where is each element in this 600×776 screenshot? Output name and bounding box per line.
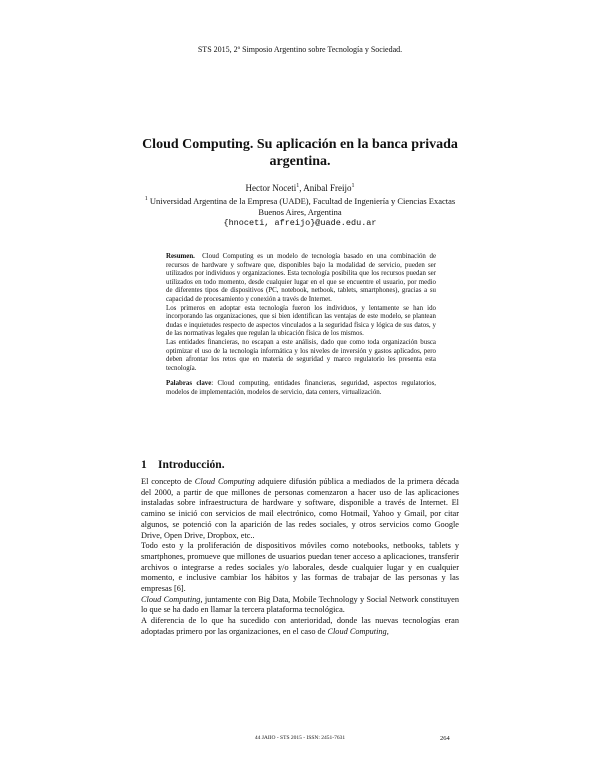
section-title: Introducción. [158,459,225,471]
abstract [166,253,436,398]
running-header: STS 2015, 2º Simposio Argentino sobre Tecnología y Sociedad. [197,45,403,54]
abstract-paragraph: Las entidades financieras, no escapan a este análisis, dado que como toda organización busca optimizar el uso de la tecnología informática y los niveles de inversión y gastos aplicados, pero deben afrontar los retos que en materia de seguridad y marco regulatorio les presenta esta tecnología. [166,338,436,372]
author-list: Hector Noceti$^1$, Anibal Freijo$^1$ [245,183,355,193]
body-paragraph: El concepto de Cloud Computing adquiere difusión pública a mediados de la primera década del 2000, a partir de que millones de personas comenzaron a hacer uso de las aplicaciones instaladas sobre infraestructura de hardware y software, disponible a través de Internet. El camino se inició con servicios de mail electrónico, como Hotmail, Yahoo y Gmail, por citar algunos, se potenció con la aparición de las redes sociales, y otros servicios como Google Drive, Open Drive, Dropbox, etc.. [141,477,459,540]
paper-title: Cloud Computing. Su aplicación en la banca privada argentina. [142,137,458,169]
author-email: {hnoceti, afreijo}@uade.edu.ar [223,218,377,228]
body-paragraph: Cloud Computing, juntamente con Big Data, Mobile Technology y Social Network constituyen lo que se ha dado en llamar la tercera plataforma tecnológica. [141,594,459,615]
author-affil-mark: 1 [351,183,355,189]
body-paragraph: A diferencia de lo que ha sucedido con anterioridad, donde las nuevas tecnologías eran adoptadas primero por las organizaciones, en el caso de Cloud Computing, [141,616,459,636]
author-affil-mark: 1 [296,183,300,189]
emphasis-term: Cloud Computing [327,626,387,636]
body-text [141,477,459,638]
abstract-label: Resumen. [166,253,195,260]
keywords-text: : Cloud computing, entidades financieras, seguridad, aspectos regulatorios, modelos de implementación, modelos de servicio, data centers, virtualización. [166,380,436,396]
affiliation [120,196,480,229]
author-name: Anibal Freijo [303,183,352,193]
keywords-label: Palabras clave [166,380,212,388]
emphasis-term: Cloud Computing [141,594,201,604]
body-paragraph: Todo esto y la proliferación de dispositivos móviles como notebooks, netbooks, tablets y smartphones, promueve que millones de usuarios puedan tener acceso a aplicaciones, transferir archivos o integrarse a redes sociales y/o laborales, desde cualquier lugar y en cualquier momento, e inclusive cambiar los hábitos y las formas de trabajar de las personas y las empresas [6]. [141,541,459,594]
footer-text: 44 JAIIO - STS 2015 - ISSN: 2451-7631 [254,735,346,741]
affiliation-institution: Universidad Argentina de la Empresa (UADE), Facultad de Ingeniería y Ciencias Exactas [149,196,456,206]
affiliation-mark: 1 [144,196,148,203]
page-number: 264 [440,735,450,742]
abstract-paragraph: Los primeros en adoptar esta tecnología fueron los individuos, y lentamente se han ido incorporando las organizaciones, que si bien identifican las ventajas de este modelo, se plantean dudas e inquietudes respecto de aspectos vinculados a la seguridad física y lógica de sus datos, y de las normativas legales que regulan la ubicación física de los mismos. [166,304,436,338]
emphasis-term: Cloud Computing [194,477,255,486]
section-number: 1 [141,459,147,471]
section-heading [141,459,225,471]
abstract-paragraph: Cloud Computing es un modelo de tecnología basado en una combinación de recursos de hardware y software que, disponibles bajo la modalidad de servicio, pueden ser utilizados por individuos y organizaciones. Esta tecnología posibilita que los recursos puedan ser utilizados en todo momento, desde cualquier lugar en el que se encuentre el usuario, por medio de diferentes tipos de dispositivos (PC, notebook, netbook, tablets, smartphones), gracias a su capacidad de procesamiento y conexión a través de Internet. [166,253,436,303]
author-name: Hector Noceti [245,183,297,193]
affiliation-location: Buenos Aires, Argentina [258,207,342,217]
